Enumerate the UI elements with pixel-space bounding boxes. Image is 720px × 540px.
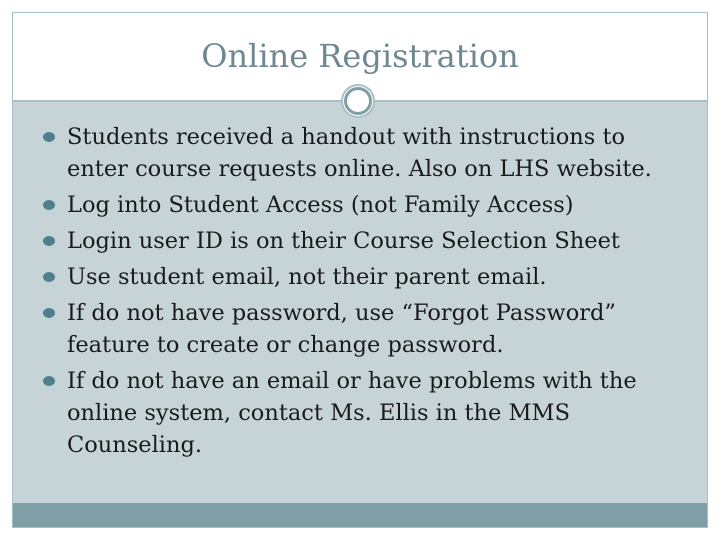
bullet-item [41,365,691,461]
bullet-text: Students received a handout with instructions to enter course requests online. Also on LHS website. [67,124,652,182]
bullet-dot-icon [43,132,55,142]
bullet-dot-icon [43,272,55,282]
bullet-dot-icon [43,200,55,210]
bullet-text: Login user ID is on their Course Selection Sheet [67,228,620,254]
bullet-text: If do not have an email or have problems with the online system, contact Ms. Ellis in the MMS Counseling. [67,368,637,458]
bullet-dot-icon [43,376,55,386]
content-area [13,101,707,503]
bullet-dot-icon [43,236,55,246]
ring-icon [340,83,376,119]
bullet-list [41,121,691,465]
bullet-item [41,189,691,221]
bullet-dot-icon [43,308,55,318]
bullet-text: If do not have password, use “Forgot Password” feature to create or change password. [67,300,616,358]
bullet-text: Use student email, not their parent email. [67,264,547,290]
bullet-item [41,121,691,185]
footer-bar [13,503,707,527]
bullet-item [41,297,691,361]
slide-title: Online Registration [201,37,519,75]
slide-frame [12,12,708,528]
bullet-item [41,225,691,257]
bullet-text: Log into Student Access (not Family Access) [67,192,574,218]
bullet-item [41,261,691,293]
